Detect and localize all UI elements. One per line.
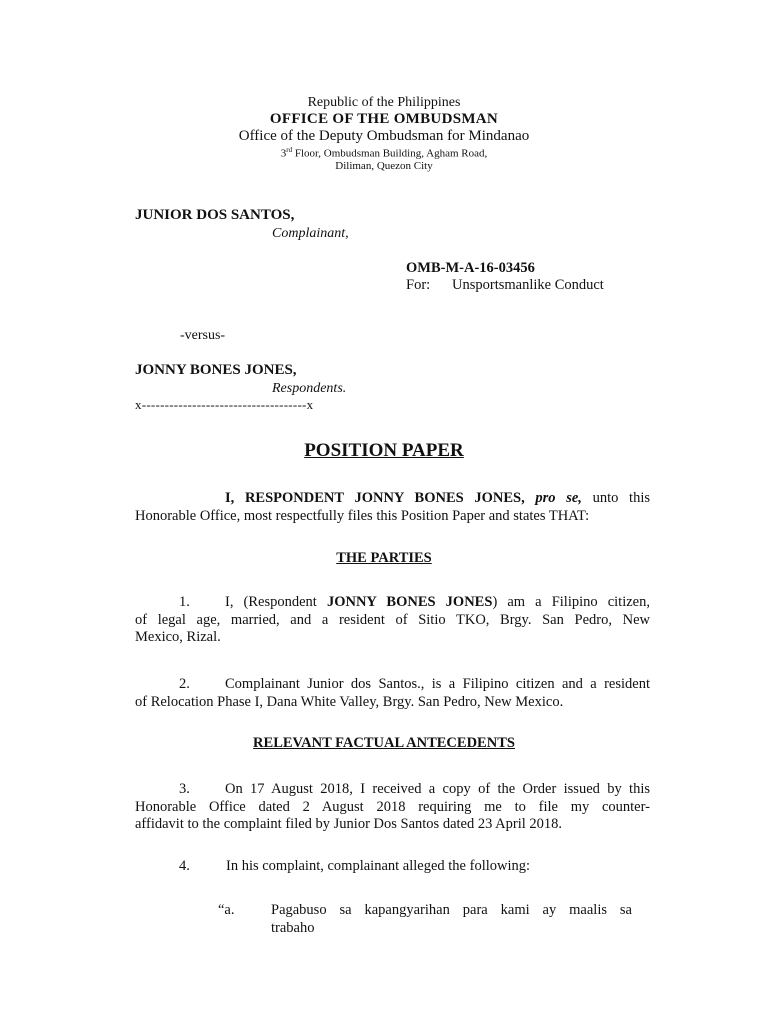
office-title: OFFICE OF THE OMBUDSMAN — [269, 111, 499, 127]
paragraph-1 — [135, 594, 650, 647]
intro-line-1 — [135, 490, 650, 508]
paragraph-1-respondent: JONNY BONES JONES — [326, 594, 493, 610]
intro-line-2: Honorable Office, most respectfully files this Position Paper and states THAT: — [135, 507, 590, 524]
paragraph-3-line-1-text: On 17 August 2018, I received a copy of the Order issued by this — [225, 781, 650, 797]
paragraph-3-line-1 — [135, 781, 650, 799]
section-heading-parties: THE PARTIES — [336, 550, 432, 566]
paragraph-2-line-2: of Relocation Phase I, Dana White Valley, Brgy. San Pedro, New Mexico. — [135, 693, 564, 710]
intro-pro-se: pro se, — [535, 490, 582, 506]
case-number: OMB-M-A-16-03456 — [406, 260, 535, 276]
respondent-role: Respondents. — [272, 381, 347, 396]
versus-label: -versus- — [180, 328, 226, 343]
paragraph-2-number: 2. — [179, 676, 190, 692]
paragraph-4-number: 4. — [179, 858, 190, 874]
intro-lead: I, RESPONDENT JONNY BONES JONES, — [225, 490, 525, 506]
paragraph-2 — [135, 676, 650, 711]
for-value: Unsportsmanlike Conduct — [452, 277, 604, 293]
for-label: For: — [406, 277, 431, 293]
republic-line: Republic of the Philippines — [307, 95, 461, 110]
paragraph-1-line-2: of legal age, married, and a resident of Sitio TKO, Brgy. San Pedro, New — [135, 611, 650, 628]
paragraph-1-pre: I, (Respondent — [225, 594, 317, 610]
quote-line-2: trabaho — [271, 919, 315, 936]
address-floor-suffix: rd — [286, 146, 293, 154]
document-title: POSITION PAPER — [304, 440, 464, 461]
complainant-role: Complainant, — [272, 226, 349, 241]
complainant-name: JUNIOR DOS SANTOS, — [135, 207, 295, 223]
paragraph-3-line-3: affidavit to the complaint filed by Junior Dos Santos dated 23 April 2018. — [135, 816, 563, 832]
address-line-1-text: Floor, Ombudsman Building, Agham Road, — [292, 147, 488, 160]
paragraph-2-line-1 — [135, 676, 650, 694]
intro-paragraph — [135, 490, 650, 525]
paragraph-3-line-2: Honorable Office dated 2 August 2018 requiring me to file my counter- — [135, 798, 650, 815]
quote-block — [271, 902, 632, 937]
paragraph-1-number: 1. — [179, 594, 190, 610]
caption-divider: x------------------------------------x — [135, 397, 314, 412]
intro-line-1-rest: unto this — [592, 490, 650, 506]
respondent-name: JONNY BONES JONES, — [135, 362, 297, 378]
quote-line-1: Pagabuso sa kapangyarihan para kami ay maalis sa — [271, 902, 632, 918]
paragraph-1-line-3: Mexico, Rizal. — [135, 629, 221, 645]
paragraph-3-number: 3. — [179, 781, 190, 797]
paragraph-2-line-1-text: Complainant Junior dos Santos., is a Filipino citizen and a resident — [225, 676, 650, 692]
paragraph-4-text: In his complaint, complainant alleged the following: — [226, 858, 531, 874]
paragraph-3 — [135, 781, 650, 834]
address-line-2: Diliman, Quezon City — [335, 160, 433, 172]
section-heading-antecedents: RELEVANT FACTUAL ANTECEDENTS — [253, 735, 515, 751]
deputy-office-line: Office of the Deputy Ombudsman for Mindanao — [238, 128, 530, 144]
address-line-1 — [0, 146, 768, 160]
quote-marker: “a. — [218, 902, 235, 918]
address-floor-number: 3 — [280, 147, 287, 160]
paragraph-1-post: ) am a Filipino citizen, — [492, 594, 650, 610]
paragraph-1-line-1 — [135, 594, 650, 612]
